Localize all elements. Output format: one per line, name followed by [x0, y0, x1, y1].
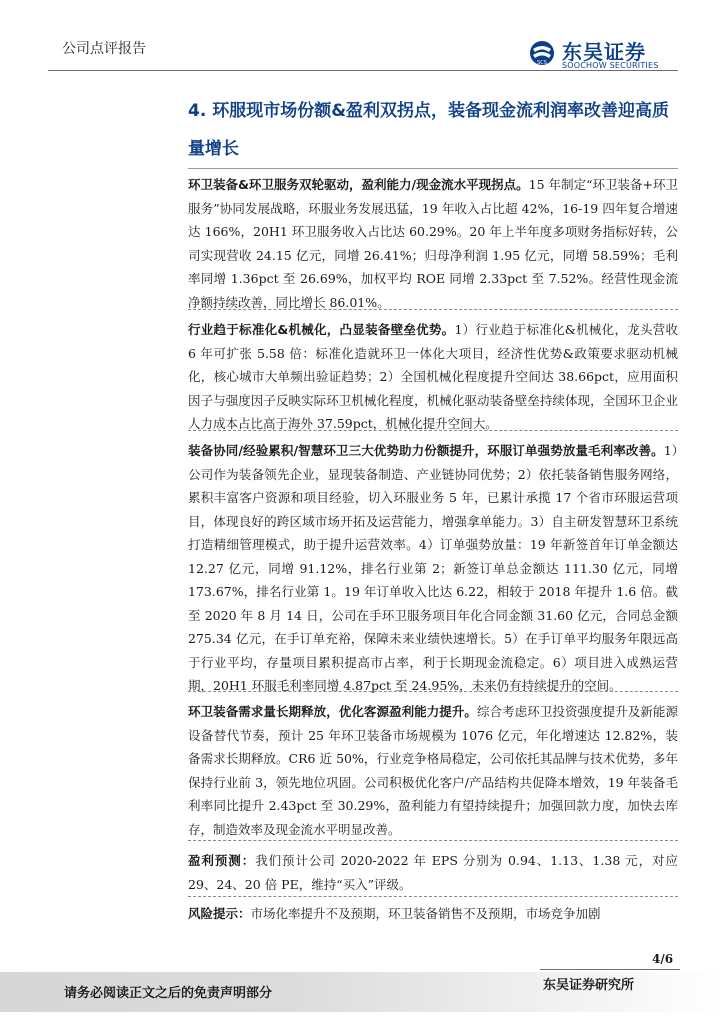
brand-name-cn: 东吴证券	[562, 40, 646, 64]
paragraph-body: 综合考虑环卫投资强度提升及新能源设备替代节奏，预计 25 年环卫装备市场规模为 1076 亿元，年化增速达 12.82%，装备需求长期释放。CR6 近 50%，行业竞争格局稳定，公司依托其品牌与技术优势，多年保持行业前 3，领先地位巩固。公司积极优化客户/产品结构共促降本增效，19 年装备毛利率同比提升 2.43pct 至 30.29%，盈利能力有望持续提升；加强回款力度，加快去库存，制造效率及现金流水平明显改善。	[188, 704, 678, 837]
paragraph-lead: 风险提示：	[188, 906, 251, 921]
paragraph-lead: 环卫装备&环卫服务双轮驱动，盈利能力/现金流水平现拐点。	[188, 177, 529, 192]
paragraph-forecast	[188, 849, 678, 896]
section-separator	[188, 309, 678, 310]
header-divider	[48, 70, 678, 71]
paragraph-lead: 行业趋于标准化&机械化，凸显装备壁垒优势。	[188, 322, 455, 337]
footer-organization: 东吴证券研究所	[543, 978, 635, 993]
brand-logo	[528, 38, 678, 70]
paragraph-risk	[188, 902, 678, 926]
paragraph-mechanization	[188, 318, 678, 436]
section-separator	[188, 896, 678, 897]
section-separator	[188, 430, 678, 431]
paragraph-lead: 环卫装备需求量长期释放，优化客源盈利能力提升。	[188, 704, 477, 719]
paragraph-body: 市场化率提升不及预期，环卫装备销售不及预期，市场竞争加剧	[250, 906, 601, 921]
paragraph-lead: 装备协同/经验累积/智慧环卫三大优势助力份额提升，环服订单强势放量毛利率改善。	[188, 443, 664, 458]
paragraph-equipment-demand	[188, 700, 678, 841]
footer-disclaimer: 请务必阅读正文之后的免责声明部分	[64, 986, 273, 1001]
paragraph-advantages	[188, 439, 678, 698]
brand-name-en: SOOCHOW SECURITIES	[562, 61, 659, 70]
brand-logo-icon	[528, 40, 556, 66]
svg-text:SCS: SCS	[537, 60, 547, 66]
report-type-label: 公司点评报告	[62, 41, 146, 57]
paragraph-dual-drive	[188, 173, 678, 314]
footer-divider	[540, 969, 680, 970]
section-separator	[188, 840, 678, 841]
paragraph-lead: 盈利预测：	[188, 853, 256, 868]
paragraph-body: 我们预计公司 2020-2022 年 EPS 分别为 0.94、1.13、1.38 元，对应 29、24、20 倍 PE，维持“买入”评级。	[188, 853, 678, 892]
page-number: 4/6	[652, 952, 674, 966]
title-divider	[188, 168, 678, 169]
section-title: 4. 环服现市场份额&盈利双拐点，装备现金流利润率改善迎高质量增长	[188, 101, 670, 159]
section-separator	[188, 691, 678, 692]
paragraph-body: 1）行业趋于标准化&机械化，龙头营收 6 年可扩张 5.58 倍：标准化造就环卫一体化大项目，经济性优势&政策要求驱动机械化，核心城市大单频出验证趋势；2）全国机械化程度提升空间达 38.66pct，应用面积因子与强度因子反映实际环卫机械化程度，机械化驱动装备壁垒持续体现，全国环卫企业人力成本占比高于海外 37.59pct，机械化提升空间大。	[188, 322, 678, 431]
paragraph-body: 15 年制定“环卫装备+环卫服务”协同发展战略，环服业务发展迅猛，19 年收入占比超 42%，16-19 四年复合增速达 166%，20H1 环卫服务收入占比达 60.29%。20 年上半年度多项财务指标好转，公司实现营收 24.15 亿元，同增 26.41%；归母净利润 1.95 亿元，同增 58.59%；毛利率同增 1.36pct 至 26.69%，加权平均 ROE 同增 2.33pct 至 7.52%。经营性现金流净额持续改善，同比增长 86.01%。	[188, 177, 678, 310]
paragraph-body: 1）公司作为装备领先企业，显现装备制造、产业链协同优势；2）依托装备销售服务网络，累积丰富客户资源和项目经验，切入环服业务 5 年，已累计承揽 17 个省市环服运营项目，体现良好的跨区域市场开拓及运营能力，增强拿单能力。3）自主研发智慧环卫系统打造精细管理模式，助于提升运营效率。4）订单强势放量：19 年新签首年订单金额达 12.27 亿元，同增 91.12%，排名行业第 2；新签订单总金额达 111.30 亿元，同增 173.67%，排名行业第 1。19 年订单收入比达 6.22，相较于 2018 年提升 1.6 倍。截至 2020 年 8 月 14 日，公司在手环卫服务项目年化合同金额 31.60 亿元，合同总金额 275.34 亿元，在手订单充裕，保障未来业绩快速增长。5）在手订单平均服务年限远高于行业平均，存量项目累积提高市占率，利于长期现金流稳定。6）项目进入成熟运营期，20H1 环服毛利率同增 4.87pct 至 24.95%，未来仍有持续提升的空间。	[188, 443, 678, 693]
